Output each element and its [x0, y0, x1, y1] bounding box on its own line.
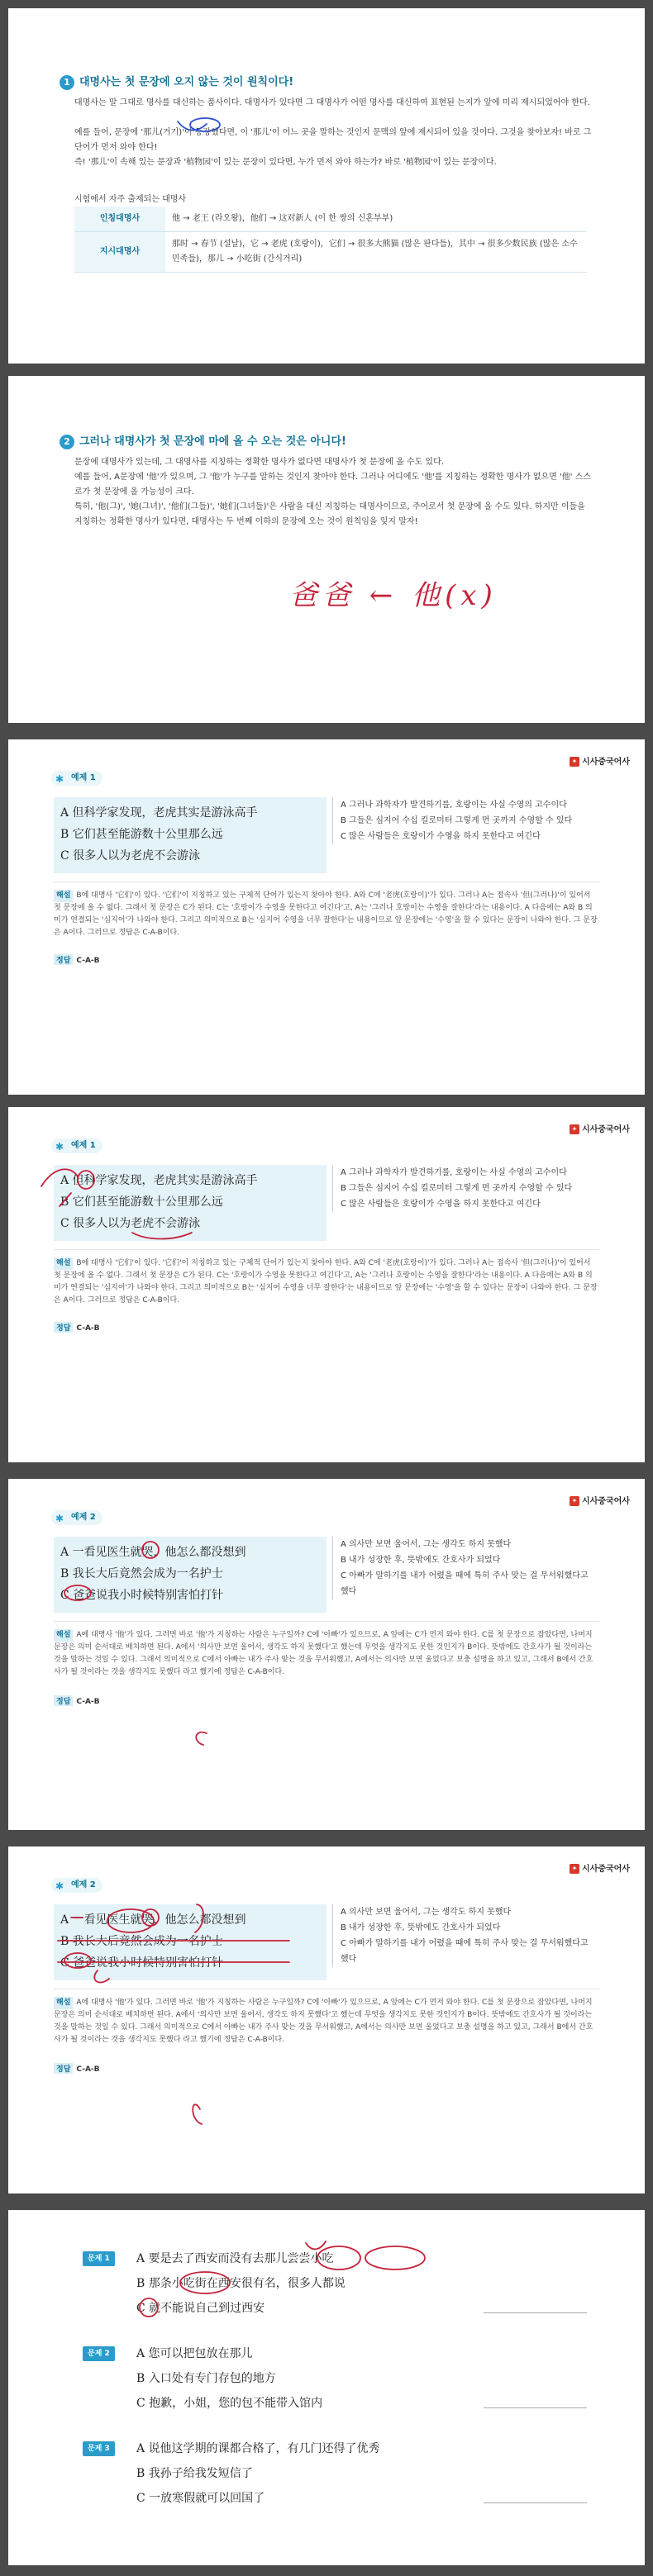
question-option-b: B 我长大后竟然会成为一名护士 — [60, 1567, 223, 1580]
slide-practice — [8, 2210, 645, 2565]
body-paragraph: 문장에 대명사가 있는데, 그 대명사를 지칭하는 정확한 명사가 없다면 대명사가 첫 문장에 올 수도 있다. — [74, 458, 444, 467]
question-option-c: C 爸爸说我小时候特别害怕打针 — [60, 1589, 224, 1602]
table-caption: 시험에서 자주 출제되는 대명사 — [74, 195, 187, 204]
answer-text: C-A-B — [76, 1324, 100, 1333]
explanation-tag: 해설 — [54, 1257, 73, 1270]
translation-box — [332, 1165, 597, 1212]
brand-logo: ✦ 시사중국어사 — [570, 1861, 630, 1874]
section-number: 2 — [60, 435, 74, 449]
slide-example-1-annotated — [8, 1107, 645, 1462]
explanation-text: B에 대명사 '它们'이 있다. '它们'이 지칭하고 있는 구체적 단어가 있는지 찾아야 한다. A와 C에 '老虎(호랑이)'가 있다. 그러나 A는 접속사 '但(그러나)'이 있어서 첫 문장에 올 수 없다. 그래서 첫 문장은 C가 된다. C는 '호랑이가 수영을 못한다고 여긴다'고, A는 '그러나 호랑이는 수영을 잘한다'라는 내용이다. A 다음에는 A와 B 의미가 연결되는 '심지어'가 나와야 한다. 그리고 의미적으로 B는 '심지어 수영을 너무 잘한다'는 내용이므로 앞 문장에는 '수영'을 할 수 있다는 문장이 나와야 한다. 그 문장은 A이다. 그러므로 정답은 C-A-B이다. — [54, 891, 598, 937]
practice-option-b: B 入口处有专门存包的地方 — [136, 2372, 276, 2385]
divider — [54, 1249, 599, 1250]
explanation-tag: 해설 — [54, 1997, 73, 2009]
question-option-b: B 它们甚至能游数十公里那么远 — [60, 1195, 223, 1209]
question-box — [54, 1904, 326, 1980]
answer — [54, 1695, 100, 1706]
explanation — [54, 1629, 599, 1679]
table-row — [74, 207, 587, 232]
translation-a: A 의사만 보면 울어서, 그는 생각도 하지 못했다 — [341, 1540, 512, 1549]
table-cell-value: 他 → 老王 (라오왕)，他们 → 这对新人 (이 한 쌍의 신혼부부) — [165, 207, 587, 232]
practice-option-a: A 要是去了西安而没有去那儿尝尝小吃 — [136, 2252, 334, 2265]
slide-example-1 — [8, 739, 645, 1095]
translation-c: C 많은 사람들은 호랑이가 수영을 하지 못한다고 여긴다 — [341, 1200, 541, 1209]
answer-tag: 정답 — [54, 954, 73, 965]
explanation — [54, 890, 599, 939]
answer-blank[interactable] — [484, 2312, 587, 2313]
answer-tag: 정답 — [54, 1695, 73, 1706]
practice-option-c: C 一放寒假就可以回国了 — [136, 2492, 265, 2505]
question-option-a: A 但科学家发现，老虎其实是游泳高手 — [60, 1174, 258, 1187]
practice-option-c: C 就不能说自己到过西安 — [136, 2302, 265, 2315]
answer — [54, 2063, 100, 2074]
brand-logo: ✦ 시사중국어사 — [570, 1122, 630, 1134]
translation-b: B 그들은 심지어 수십 킬로미터 그렇게 먼 곳까지 수영할 수 있다 — [341, 816, 573, 825]
explanation — [54, 1997, 599, 2046]
section-title — [60, 73, 293, 90]
body-paragraph: 예를 들어, A문장에 '他'가 있으며, 그 '他'가 누구를 말하는 것인지 찾아야 한다. 그러나 어디에도 '他'를 지칭하는 정확한 명사가 없으면 '他' 스스로가 첫 문장에 올 가능성이 크다. — [74, 473, 591, 497]
translation-box — [332, 797, 597, 844]
translation-b: B 내가 성장한 후, 뜻밖에도 간호사가 되었다 — [341, 1556, 501, 1565]
explanation-tag: 해설 — [54, 890, 73, 902]
body-paragraph: 대명사는 말 그대로 명사를 대신하는 품사이다. 대명사가 있다면 그 대명사가 어떤 명사를 대신하여 표현된 는지가 앞에 미리 제시되었어야 한다. — [74, 98, 590, 107]
question-option-a: A 一看见医生就哭，他怎么都没想到 — [60, 1913, 246, 1927]
translation-a: A 의사만 보면 울어서, 그는 생각도 하지 못했다 — [341, 1908, 512, 1917]
translation-c: C 많은 사람들은 호랑이가 수영을 하지 못한다고 여긴다 — [341, 832, 541, 841]
example-badge: ✱ 예제 1 — [51, 771, 102, 786]
section-number: 1 — [60, 75, 74, 90]
answer-blank[interactable] — [484, 2502, 587, 2503]
slide-example-2-annotated — [8, 1846, 645, 2193]
table-cell-label: 지시대명사 — [74, 232, 165, 273]
body-paragraph: 예를 들어, 문장에 '那儿(거기)'이 등장했다면, 이 '那儿'이 어느 곳을 말하는 것인지 문맥의 앞에 제시되어 있을 것이다. 그것을 찾아보자! 바로 그 단어가 먼저 와야 한다! — [74, 128, 592, 152]
question-option-b: B 它们甚至能游数十公里那么远 — [60, 828, 223, 841]
translation-a: A 그러나 과학자가 발견하기를, 호랑이는 사실 수영의 고수이다 — [341, 1168, 567, 1177]
practice-option-a: A 说他这学期的课都合格了，有几门还得了优秀 — [136, 2442, 380, 2455]
answer — [54, 1322, 100, 1333]
divider — [54, 1621, 599, 1622]
translation-b: B 그들은 심지어 수십 킬로미터 그렇게 먼 곳까지 수영할 수 있다 — [341, 1184, 573, 1193]
practice-option-b: B 我孙子给我发短信了 — [136, 2467, 253, 2480]
section-title — [60, 432, 346, 449]
answer — [54, 954, 100, 965]
slide-section-2 — [8, 376, 645, 723]
slide-example-2 — [8, 1479, 645, 1830]
star-icon: ✱ — [55, 1141, 64, 1153]
explanation-text: B에 대명사 '它们'이 있다. '它们'이 지칭하고 있는 구체적 단어가 있는지 찾아야 한다. A와 C에 '老虎(호랑이)'가 있다. 그러나 A는 접속사 '但(그러나)'이 있어서 첫 문장에 올 수 없다. 그래서 첫 문장은 C가 된다. C는 '호랑이가 수영을 못한다고 여긴다'고, A는 '그러나 호랑이는 수영을 잘한다'라는 내용이다. A 다음에는 A와 B 의미가 연결되는 '심지어'가 나와야 한다. 그리고 의미적으로 B는 '심지어 수영을 너무 잘한다'는 내용이므로 앞 문장에는 '수영'을 할 수 있다는 문장이 나와야 한다. 그 문장은 A이다. 그러므로 정답은 C-A-B이다. — [54, 1259, 598, 1305]
question-option-a: A 但科学家发现，老虎其实是游泳高手 — [60, 806, 258, 820]
translation-box — [332, 1904, 597, 1967]
practice-option-a: A 您可以把包放在那儿 — [136, 2347, 253, 2360]
answer-tag: 정답 — [54, 1322, 73, 1333]
explanation-text: A에 대명사 '他'가 있다. 그러면 바로 '他'가 지칭하는 사람은 누구일까? C에 '아빠'가 있으므로, A 앞에는 C가 먼저 와야 한다. C를 첫 문장으로 잡았다면, 나머지 문장은 의미 순서대로 배치하면 된다. A에서 '의사만 보면 울어서, 생각도 하지 못했다'고 했는데 무엇을 생각지도 못한 것인지가 B이다. 뜻밖에도 간호사가 될 것이라는 것을 말하는 것일 수 있다. 그래서 의미적으로 C에서 아빠는 내가 주사 맞는 것을 무서워했고, A에서는 의사만 보면 울었다고 보충 설명을 하고 있고, 그래서 B에서 간호사가 될 것이라는 것을 생각지도 못했다 라고 했기에 정답은 C-A-B이다. — [54, 1631, 593, 1676]
body-paragraph: 즉! '那儿'이 속해 있는 문장과 '植物园'이 있는 문장이 있다면, 누가 먼저 와야 하는가? 바로 '植物园'이 있는 문장이다. — [74, 158, 497, 167]
answer-tag: 정답 — [54, 2063, 73, 2074]
translation-b: B 내가 성장한 후, 뜻밖에도 간호사가 되었다 — [341, 1923, 501, 1932]
translation-a: A 그러나 과학자가 발견하기를, 호랑이는 사실 수영의 고수이다 — [341, 801, 567, 810]
practice-tag: 문제 3 — [83, 2441, 115, 2456]
star-icon: ✱ — [55, 1880, 64, 1892]
brand-logo: ✦ 시사중국어사 — [570, 1494, 630, 1506]
star-icon: ✱ — [55, 773, 64, 785]
question-option-b: B 我长大后竟然会成为一名护士 — [60, 1935, 223, 1948]
question-box — [54, 1165, 326, 1241]
section-title-text: 그러나 대명사가 첫 문장에 마에 올 수 오는 것은 아니다! — [79, 435, 346, 448]
question-option-c: C 很多人以为老虎不会游泳 — [60, 849, 201, 863]
brand-logo: ✦ 시사중국어사 — [570, 754, 630, 767]
answer-text: C-A-B — [76, 957, 100, 965]
example-badge: ✱ 예제 1 — [51, 1138, 102, 1153]
explanation-text: A에 대명사 '他'가 있다. 그러면 바로 '他'가 지칭하는 사람은 누구일까? C에 '아빠'가 있으므로, A 앞에는 C가 먼저 와야 한다. C를 첫 문장으로 잡았다면, 나머지 문장은 의미 순서대로 배치하면 된다. A에서 '의사만 보면 울어서, 생각도 하지 못했다'고 했는데 무엇을 생각지도 못한 것인지가 B이다. 뜻밖에도 간호사가 될 것이라는 것을 말하는 것일 수 있다. 그래서 의미적으로 C에서 아빠는 내가 주사 맞는 것을 무서워했고, A에서는 의사만 보면 울었다고 보충 설명을 하고 있고, 그래서 B에서 간호사가 될 것이라는 것을 생각지도 못했다 라고 했기에 정답은 C-A-B이다. — [54, 1999, 593, 2044]
table-cell-value: 那时 → 春节 (설날)，它 → 老虎 (호랑이)，它们 → 很多大熊猫 (많은 판다들)，其中 → 很多少数民族 (많은 소수민족들)，那儿 → 小吃街 (간식거리) — [165, 232, 587, 273]
practice-tag: 문제 1 — [83, 2251, 115, 2266]
handwritten-note: 爸爸 ← 他(x) — [289, 579, 498, 612]
practice-tag: 문제 2 — [83, 2346, 115, 2361]
example-badge: ✱ 예제 2 — [51, 1510, 102, 1525]
example-badge: ✱ 예제 2 — [51, 1878, 102, 1893]
section-title-text: 대명사는 첫 문장에 오지 않는 것이 원칙이다! — [79, 76, 294, 88]
table-cell-label: 인칭대명사 — [74, 207, 165, 232]
slide-section-1 — [8, 8, 645, 364]
translation-box — [332, 1537, 597, 1599]
translation-c: C 아빠가 말하기를 내가 어렸을 때에 특히 주사 맞는 걸 무서워했다고 했다 — [341, 1939, 589, 1964]
translation-c: C 아빠가 말하기를 내가 어렸을 때에 특히 주사 맞는 걸 무서워했다고 했다 — [341, 1571, 589, 1596]
pronoun-table — [74, 207, 587, 273]
question-option-a: A 一看见医生就哭，他怎么都没想到 — [60, 1546, 246, 1559]
practice-option-c: C 抱歉，小姐，您的包不能带入馆内 — [136, 2397, 323, 2410]
explanation-tag: 해설 — [54, 1629, 73, 1642]
answer-text: C-A-B — [76, 2065, 100, 2074]
practice-option-b: B 那条小吃街在西安很有名，很多人都说 — [136, 2277, 346, 2290]
question-box — [54, 797, 326, 873]
question-option-c: C 爸爸说我小时候特别害怕打针 — [60, 1956, 224, 1970]
star-icon: ✱ — [55, 1513, 64, 1524]
handwritten-annotation — [8, 8, 645, 364]
question-box — [54, 1537, 326, 1613]
explanation — [54, 1257, 599, 1307]
table-row — [74, 232, 587, 273]
body-paragraph: 특히, '他(그)', '她(그녀)', '他们(그들)', '她们(그녀들)'은 사람을 대신 지칭하는 대명사이므로, 주어로서 첫 문장에 올 수도 있다. 하지만 이들을 지칭하는 정확한 명사가 있다면, 대명사는 두 번째 이하의 문장에 오는 것이 원칙임을 잊지 말자! — [74, 502, 585, 526]
answer-text: C-A-B — [76, 1698, 100, 1706]
answer-blank[interactable] — [484, 2407, 587, 2408]
question-option-c: C 很多人以为老虎不会游泳 — [60, 1217, 201, 1230]
